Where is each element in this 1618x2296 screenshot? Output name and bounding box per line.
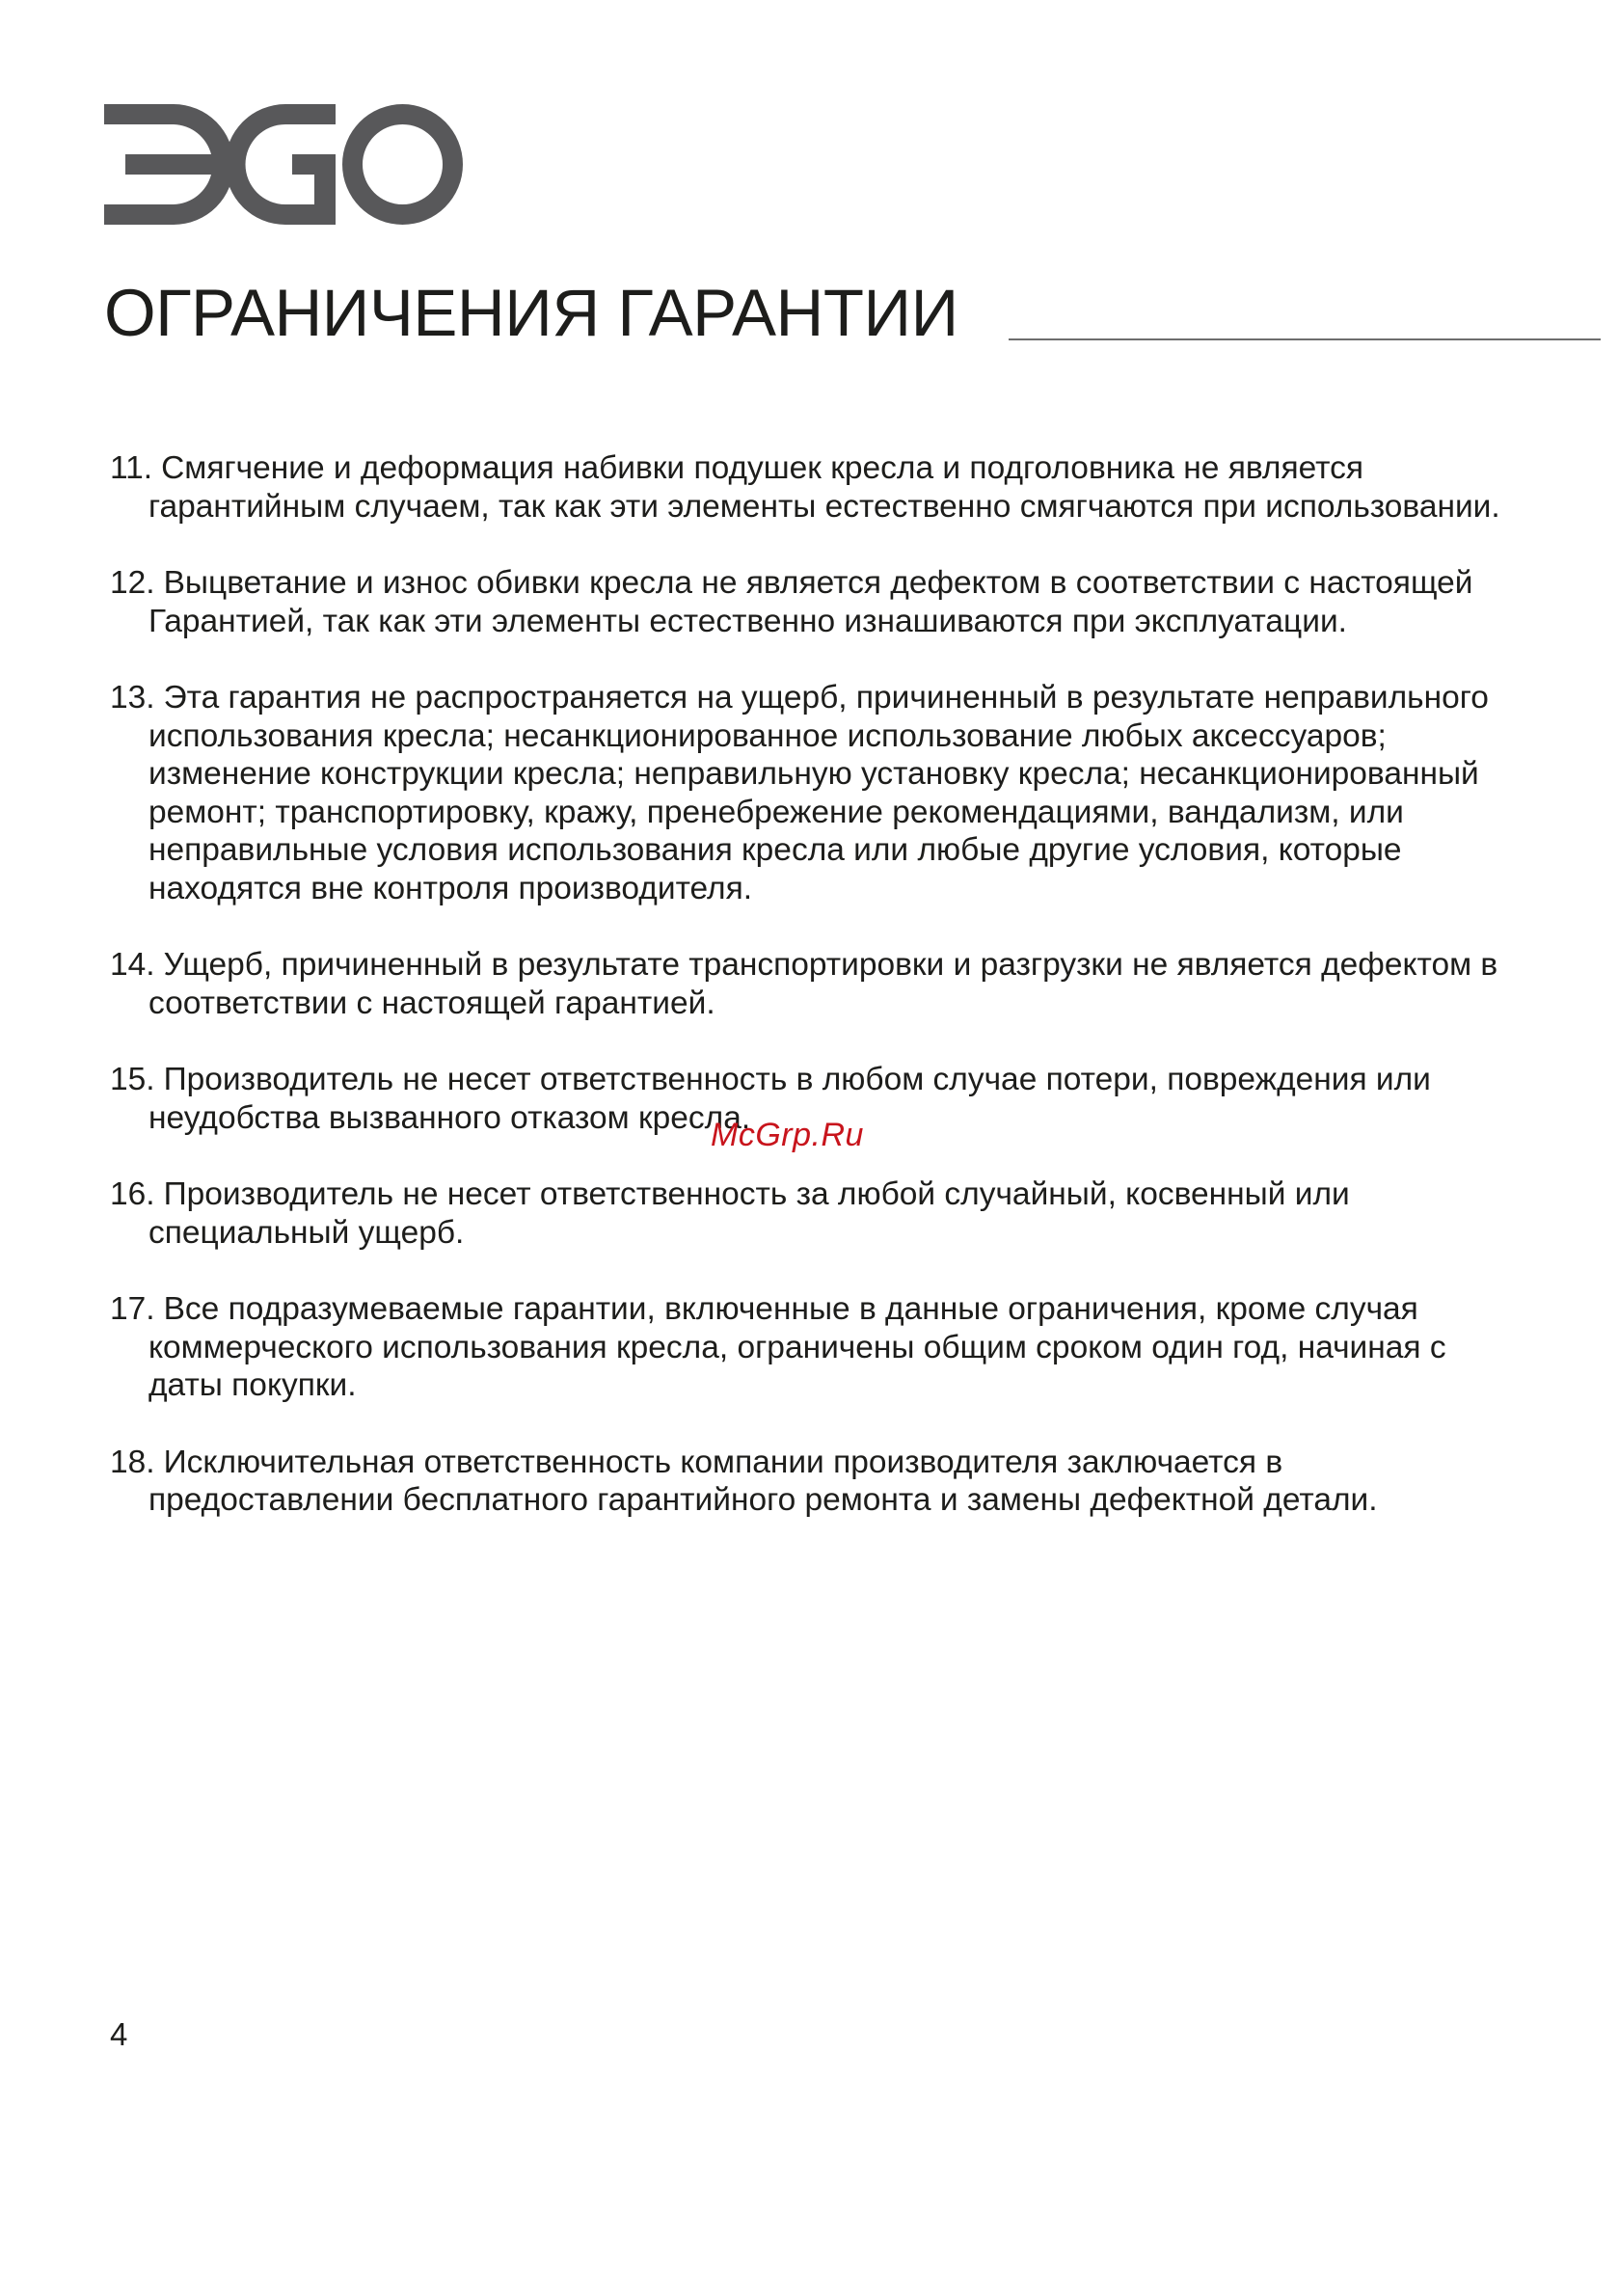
title-row — [104, 270, 1601, 357]
list-item — [110, 564, 1508, 640]
list-item — [110, 946, 1508, 1022]
item-number: 11. — [110, 450, 153, 486]
title-divider — [1009, 338, 1601, 340]
list-item — [110, 449, 1508, 526]
item-number: 16. — [110, 1176, 155, 1212]
brand-logo — [104, 104, 463, 225]
item-number: 18. — [110, 1444, 155, 1480]
item-number: 17. — [110, 1291, 155, 1327]
watermark: McGrp.Ru — [711, 1117, 864, 1153]
item-text: Выцветание и износ обивки кресла не является дефектом в соответствии с настоящей Гарантией, так как эти элементы естественно изнашиваются при эксплуатации. — [148, 565, 1473, 639]
item-number: 13. — [110, 680, 155, 716]
list-item — [110, 1175, 1508, 1252]
item-text: Эта гарантия не распространяется на ущерб, причиненный в результате неправильного использования кресла; несанкционированное использование любых аксессуаров; изменение конструкции кресла; неправильную установку кресла; несанкционированный ремонт; транспортировку, кражу, пренебрежение рекомендациями, вандализм, или неправильные условия использования кресла или любые другие условия, которые находятся вне контроля производителя. — [148, 680, 1489, 906]
item-text: Производитель не несет ответственность в любом случае потери, повреждения или неудобства вызванного отказом кресла. — [148, 1062, 1431, 1136]
item-text: Все подразумеваемые гарантии, включенные в данные ограничения, кроме случая коммерческого использования кресла, ограничены общим сроком один год, начиная с даты покупки. — [148, 1291, 1446, 1403]
item-number: 12. — [110, 565, 155, 601]
item-number: 14. — [110, 947, 155, 983]
item-text: Производитель не несет ответственность за любой случайный, косвенный или специальный ущерб. — [148, 1176, 1350, 1251]
page-title: ОГРАНИЧЕНИЯ ГАРАНТИИ — [104, 276, 958, 350]
warranty-limitations-list — [110, 449, 1508, 1558]
page-number: 4 — [110, 2016, 128, 2052]
item-text: Смягчение и деформация набивки подушек кресла и подголовника не является гарантийным случаем, так как эти элементы естественно смягчаются при использовании. — [148, 450, 1500, 525]
list-item — [110, 1444, 1508, 1520]
list-item — [110, 1290, 1508, 1405]
list-item — [110, 679, 1508, 907]
item-text: Исключительная ответственность компании производителя заключается в предоставлении бесплатного гарантийного ремонта и замены дефектной детали. — [148, 1444, 1378, 1518]
ego-logo-icon — [104, 104, 463, 225]
item-text: Ущерб, причиненный в результате транспортировки и разгрузки не является дефектом в соответствии с настоящей гарантией. — [148, 947, 1498, 1021]
item-number: 15. — [110, 1062, 155, 1097]
